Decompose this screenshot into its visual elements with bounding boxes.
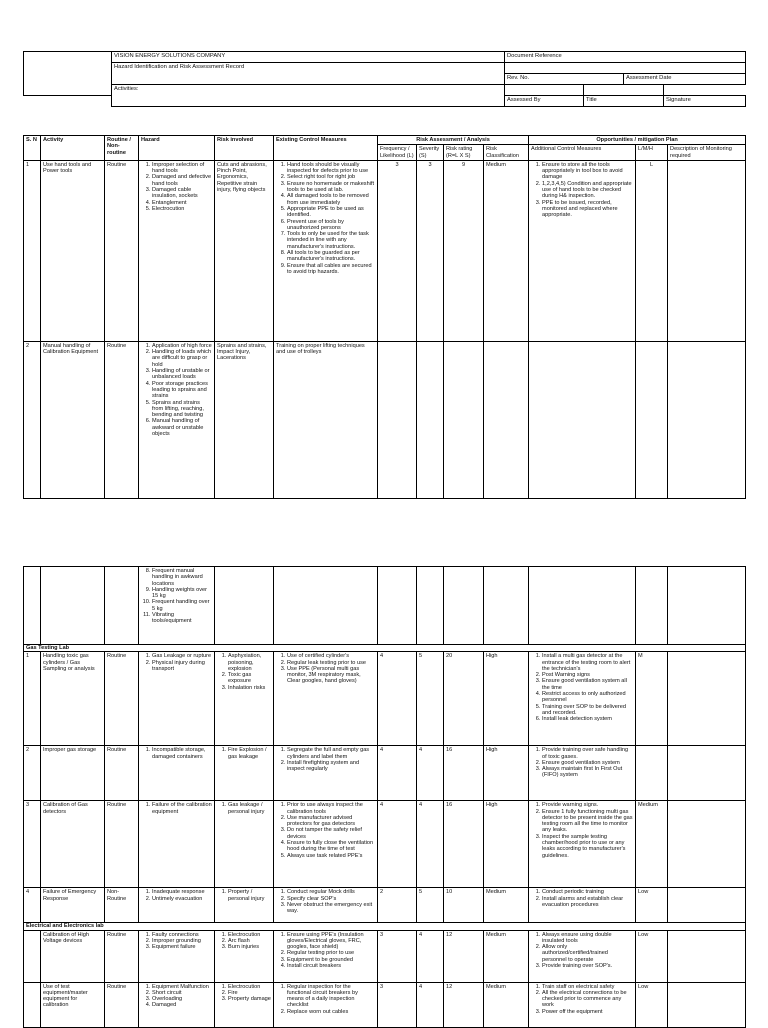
list-item: 2. Toxic gas exposure: [228, 672, 271, 685]
list-item: 2. Handling of loads which are difficult to grasp or hold: [152, 349, 212, 368]
list-item: 1. Regular inspection for the functional circuit breakers by means of a daily inspection checklist: [287, 984, 375, 1009]
col-severity: Severity (S): [417, 145, 444, 161]
list-item: 8. All tools to be guarded as per manufacturer's instructions.: [287, 250, 375, 263]
col-lmh: L/M/H: [636, 145, 668, 161]
record-title: Hazard Identification and Risk Assessment Record: [112, 63, 505, 85]
table-row: [24, 567, 746, 645]
row-additional-controls: [529, 652, 636, 746]
row-classification: High: [484, 801, 529, 888]
col-group-opportunities: Opportunities / mitigation Plan: [529, 136, 746, 145]
row-routine: Routine: [105, 930, 139, 982]
list-item: 2. Fire: [228, 990, 271, 996]
row-existing-controls: [274, 930, 378, 982]
row-sn: [24, 982, 41, 1027]
row-hazard: [139, 930, 215, 982]
list-item: 2. All the electrical connections to be checked prior to commence any work: [542, 990, 633, 1009]
row-likelihood: 3: [378, 160, 417, 341]
list-item: 5. Always use task related PPE's: [287, 853, 375, 859]
list-item: 4. Entanglement: [152, 200, 212, 206]
table-row: [24, 930, 746, 982]
row-likelihood: 3: [378, 982, 417, 1027]
row-routine: Routine: [105, 746, 139, 801]
row-rating: 16: [444, 801, 484, 888]
row-risk-involved: [215, 652, 274, 746]
col-additional-controls: Additional Control Measures: [529, 145, 636, 161]
row-severity: 4: [417, 982, 444, 1027]
list-item: 1. Asphyxiation, poisoning, explosion: [228, 653, 271, 672]
row-existing-controls: Training on proper lifting techniques and use of trolleys: [274, 341, 378, 498]
list-item: 1. Property / personal injury: [228, 889, 271, 902]
list-item: 5. Training over SOP to be delivered and recorded.: [542, 704, 633, 717]
list-item: 2. Damaged and defective hand tools: [152, 174, 212, 187]
row-hazard: [139, 801, 215, 888]
list-item: 2. Arc flash: [228, 938, 271, 944]
row-activity: Failure of Emergency Response: [41, 888, 105, 923]
list-item: 1. Application of high force: [152, 343, 212, 349]
row-activity: Improper gas storage: [41, 746, 105, 801]
list-item: 4. Ensure to fully close the ventilation hood during the time of test: [287, 840, 375, 853]
row-activity: Use hand tools and Power tools: [41, 160, 105, 341]
list-item: 1. Train staff on electrical safety: [542, 984, 633, 990]
row-routine: Routine: [105, 341, 139, 498]
list-item: 5. Electrocution: [152, 206, 212, 212]
col-group-risk-assessment: Risk Assessment / Analysis: [378, 136, 529, 145]
list-item: 2. Untimely evacuation: [152, 896, 212, 902]
list-item: 3. Inspect the sample testing chamber/hood prior to use or any leaks according to manufacturer's guidelines.: [542, 834, 633, 859]
section-electrical-lab: [24, 923, 746, 930]
col-activity: Activity: [41, 136, 105, 161]
list-item: 3. PPE to be issued, recorded, monitored and replaced where appropriate.: [542, 200, 633, 219]
table-row: [24, 160, 746, 341]
list-item: 5. Appropriate PPE to be used as identified.: [287, 206, 375, 219]
list-item: 9. Ensure that all cables are secured to avoid trip hazards.: [287, 263, 375, 276]
row-existing-controls: [274, 652, 378, 746]
row-risk-involved: [215, 888, 274, 923]
row-existing-controls: [274, 801, 378, 888]
list-item: 1. Segregate the full and empty gas cylinders and label them: [287, 747, 375, 760]
row-classification: Medium: [484, 888, 529, 923]
list-item: 2. Physical injury during transport: [152, 660, 212, 673]
list-item: 2. Improper grounding: [152, 938, 212, 944]
list-item: 3. Power off the equipment: [542, 1009, 633, 1015]
row-existing-controls: [274, 888, 378, 923]
list-item: 4. Damaged: [152, 1002, 212, 1008]
list-item: 3. Use PPE (Personal multi gas monitor, 3M respiratory mask, Clear googles, hand gloves): [287, 666, 375, 685]
assessment-date-value[interactable]: [584, 85, 664, 96]
row-routine: Routine: [105, 160, 139, 341]
list-item: 1. Prior to use always inspect the calibration tools: [287, 802, 375, 815]
list-item: 4. Install circuit breakers: [287, 963, 375, 969]
list-item: 1. Conduct regular Mock drills: [287, 889, 375, 895]
list-item: 3. Burn injuries: [228, 944, 271, 950]
list-item: 6. Install leak detection system: [542, 716, 633, 722]
list-item: 2. Regular leak testing prior to use: [287, 660, 375, 666]
list-item: 3. Overloading: [152, 996, 212, 1002]
row-severity: 4: [417, 930, 444, 982]
company-name: VISION ENERGY SOLUTIONS COMPANY: [112, 52, 505, 63]
logo-cell: [24, 52, 112, 96]
row-existing-controls: [274, 746, 378, 801]
row-monitoring: [668, 160, 746, 341]
list-item: 1. Provide warning signs.: [542, 802, 633, 808]
header-table: [23, 51, 746, 107]
assessed-by-label: Assessed By: [505, 96, 584, 107]
col-existing-controls: Existing Control Measures: [274, 136, 378, 161]
list-item: 1. Electrocution: [228, 932, 271, 938]
row-sn: 3: [24, 801, 41, 888]
row-severity: 3: [417, 160, 444, 341]
list-item: 2. Use manufacturer advised protectors for gas detectors: [287, 815, 375, 828]
row-lmh: Low: [636, 982, 668, 1027]
col-hazard: Hazard: [139, 136, 215, 161]
list-item: 1. Equipment Malfunction: [152, 984, 212, 990]
list-item: 1. Always ensure using double insulated tools: [542, 932, 633, 945]
row-sn: 1: [24, 160, 41, 341]
list-item: 1. Faulty connections: [152, 932, 212, 938]
row-additional-controls: [529, 801, 636, 888]
row-severity: 5: [417, 888, 444, 923]
row-additional-controls: [529, 930, 636, 982]
table-row: [24, 801, 746, 888]
row-severity: 5: [417, 652, 444, 746]
list-item: 1. Ensure to store all the tools appropriately in tool box to avoid damage: [542, 162, 633, 181]
section-gas-testing-lab: [24, 645, 746, 652]
row-likelihood: 2: [378, 888, 417, 923]
row-additional-controls: [529, 160, 636, 341]
row-classification: Medium: [484, 930, 529, 982]
list-item: 3. Inhalation risks: [228, 685, 271, 691]
row-lmh: M: [636, 652, 668, 746]
row-risk-involved: Cuts and abrasions, Pinch Point, Ergonomics, Repetitive strain injury, flying objects: [215, 160, 274, 341]
row-risk-involved: [215, 930, 274, 982]
row-classification: High: [484, 652, 529, 746]
table-row: [24, 982, 746, 1027]
row-hazard: [139, 652, 215, 746]
list-item: 4. Poor storage practices leading to sprains and strains: [152, 381, 212, 400]
row-activity: Calibration of Gas detectors: [41, 801, 105, 888]
row-lmh: L: [636, 160, 668, 341]
row-likelihood: 3: [378, 930, 417, 982]
list-item: 2. Specify clear SOP's: [287, 896, 375, 902]
table-row: [24, 652, 746, 746]
row-hazard: [139, 746, 215, 801]
list-item: 1. Ensure using PPE's (Insulation gloves/Electrical gloves, FRC, googles, face shield): [287, 932, 375, 951]
row-activity: Calibration of High Voltage devices: [41, 930, 105, 982]
row-rating: 9: [444, 160, 484, 341]
list-item: 3. Damaged cable insulation, sockets: [152, 187, 212, 200]
list-item: 3. Ensure no homemade or makeshift tools to be used at lab.: [287, 181, 375, 194]
row-activity: Handling toxic gas cylinders / Gas Sampling or analysis: [41, 652, 105, 746]
list-item: 1. Install a multi gas detector at the entrance of the testing room to alert the technician's: [542, 653, 633, 672]
row-activity: Use of test equipment/master equipment for calibration: [41, 982, 105, 1027]
row-rating: 16: [444, 746, 484, 801]
list-item: 1. Failure of the calibration equipment: [152, 802, 212, 815]
row-lmh: [636, 746, 668, 801]
list-item: 2. 1,2,3,4,5) Condition and appropriate use of hand tools to be checked during H& inspection.: [542, 181, 633, 200]
list-item: 4. Restrict access to only authorized personnel: [542, 691, 633, 704]
row-risk-involved: [215, 801, 274, 888]
list-item: 3. Provide training over SOP's.: [542, 963, 633, 969]
row-classification: Medium: [484, 982, 529, 1027]
row-activity: Manual handling of Calibration Equipment: [41, 341, 105, 498]
row-severity: 4: [417, 746, 444, 801]
doc-ref-label: Document Reference: [505, 52, 746, 63]
list-item: 2. Ensure good ventilation system: [542, 760, 633, 766]
col-risk-classification: Risk Classification: [484, 145, 529, 161]
section-title: Gas Testing Lab: [24, 645, 746, 652]
list-item: 9. Handling weights over 15 kg: [152, 587, 212, 600]
list-item: 4. All damaged tools to be removed from use immediately: [287, 193, 375, 206]
col-risk-involved: Risk involved: [215, 136, 274, 161]
row-sn: [24, 930, 41, 982]
list-item: 3. Handling of unstable or unbalanced loads: [152, 368, 212, 381]
list-item: 2. Post Warning signs: [542, 672, 633, 678]
list-item: 10. Frequent handling over 5 kg: [152, 599, 212, 612]
list-item: 3. Equipment to be grounded: [287, 957, 375, 963]
row-rating: 20: [444, 652, 484, 746]
risk-table-page-2: [23, 566, 746, 1028]
list-item: 6. Prevent use of tools by unauthorized persons: [287, 219, 375, 232]
list-item: 2. Regular testing prior to use: [287, 950, 375, 956]
list-item: 1. Hand tools should be visually inspected for defects prior to use: [287, 162, 375, 175]
row-lmh: Low: [636, 888, 668, 923]
list-item: 2. Install firefighting system and inspect regularly: [287, 760, 375, 773]
list-item: 1. Use of certified cylinder's: [287, 653, 375, 659]
list-item: 11. Vibrating tools/equipment: [152, 612, 212, 625]
row-hazard: [139, 888, 215, 923]
row-classification: Medium: [484, 160, 529, 341]
row-existing-controls: [274, 160, 378, 341]
list-item: 3. Always maintain first In First Out (FIFO) system: [542, 766, 633, 779]
table-row: [24, 746, 746, 801]
rev-no-value[interactable]: [505, 85, 584, 96]
row-rating: 12: [444, 982, 484, 1027]
row-rating: 12: [444, 930, 484, 982]
section-title: Electrical and Electronics lab: [24, 923, 746, 930]
list-item: 1. Gas leakage / personal injury: [228, 802, 271, 815]
row-sn: 4: [24, 888, 41, 923]
list-item: 1. Electrocution: [228, 984, 271, 990]
list-item: 1. Provide training over safe handling of toxic gases.: [542, 747, 633, 760]
row-routine: Routine: [105, 982, 139, 1027]
list-item: 5. Sprains and strains from lifting, reaching, bending and twisting: [152, 400, 212, 419]
row-rating: 10: [444, 888, 484, 923]
col-monitoring: Description of Monitoring required: [668, 145, 746, 161]
list-item: 3. Property damage: [228, 996, 271, 1002]
row-hazard: [139, 982, 215, 1027]
activities-label: Activities:: [112, 85, 505, 107]
list-item: 6. Manual handling of awkward or unstable objects: [152, 418, 212, 437]
list-item: 2. Allow only authorized/certified/trained personnel to operate: [542, 944, 633, 963]
list-item: 1. Gas Leakage or rupture: [152, 653, 212, 659]
row-risk-involved: Sprains and strains, Impact Injury, Lacerations: [215, 341, 274, 498]
row-sn: 2: [24, 341, 41, 498]
doc-ref-value[interactable]: [505, 63, 746, 74]
row-sn: 1: [24, 652, 41, 746]
table-row: [24, 341, 746, 498]
list-item: 1. Conduct periodic training: [542, 889, 633, 895]
row-severity: 4: [417, 801, 444, 888]
list-item: 7. Tools to only be used for the task intended in line with any manufacturer's instructions.: [287, 231, 375, 250]
risk-table-page-1: [23, 135, 746, 499]
assessment-date-label: Assessment Date: [624, 74, 746, 85]
row-additional-controls: [529, 888, 636, 923]
col-sn: S. N: [24, 136, 41, 161]
list-item: 1. Fire Explosion / gas leakage: [228, 747, 271, 760]
row-lmh: Medium: [636, 801, 668, 888]
row-routine: Routine: [105, 801, 139, 888]
row-routine: Non-Routine: [105, 888, 139, 923]
row-likelihood: 4: [378, 801, 417, 888]
row-hazard: [139, 160, 215, 341]
list-item: 1. Inadequate response: [152, 889, 212, 895]
row-risk-involved: [215, 746, 274, 801]
list-item: 3. Equipment failure: [152, 944, 212, 950]
list-item: 3. Never obstruct the emergency exit way.: [287, 902, 375, 915]
row-likelihood: 4: [378, 652, 417, 746]
signature-label: Signature: [664, 96, 746, 107]
list-item: 3. Do not tamper the safety relief devices: [287, 827, 375, 840]
list-item: 2. Ensure 1 fully functioning multi gas detector to be present inside the gas testing room all the time to monitor any leaks.: [542, 809, 633, 834]
col-frequency: Frequency / Likelihood (L): [378, 145, 417, 161]
col-routine: Routine / Non-routine: [105, 136, 139, 161]
row-hazard-continued: [139, 567, 215, 645]
table-row: [24, 888, 746, 923]
list-item: 2. Install alarms and establish clear evacuation procedures: [542, 896, 633, 909]
list-item: 1. Incompatible storage, damaged containers: [152, 747, 212, 760]
list-item: 1. Improper selection of hand tools: [152, 162, 212, 175]
row-hazard: [139, 341, 215, 498]
rev-no-label: Rev. No.: [505, 74, 624, 85]
list-item: 2. Short circuit: [152, 990, 212, 996]
row-lmh: Low: [636, 930, 668, 982]
row-additional-controls: [529, 982, 636, 1027]
row-routine: Routine: [105, 652, 139, 746]
title-label: Title: [584, 96, 664, 107]
list-item: 2. Select right tool for right job: [287, 174, 375, 180]
row-likelihood: 4: [378, 746, 417, 801]
list-item: 8. Frequent manual handling in awkward locations: [152, 568, 212, 587]
row-classification: High: [484, 746, 529, 801]
col-risk-rating: Risk rating (R=L X S): [444, 145, 484, 161]
row-sn: 2: [24, 746, 41, 801]
row-additional-controls: [529, 746, 636, 801]
row-existing-controls: [274, 982, 378, 1027]
list-item: 2. Replace worn out cables: [287, 1009, 375, 1015]
list-item: 3. Ensure good ventilation system all the time: [542, 678, 633, 691]
row-risk-involved: [215, 982, 274, 1027]
